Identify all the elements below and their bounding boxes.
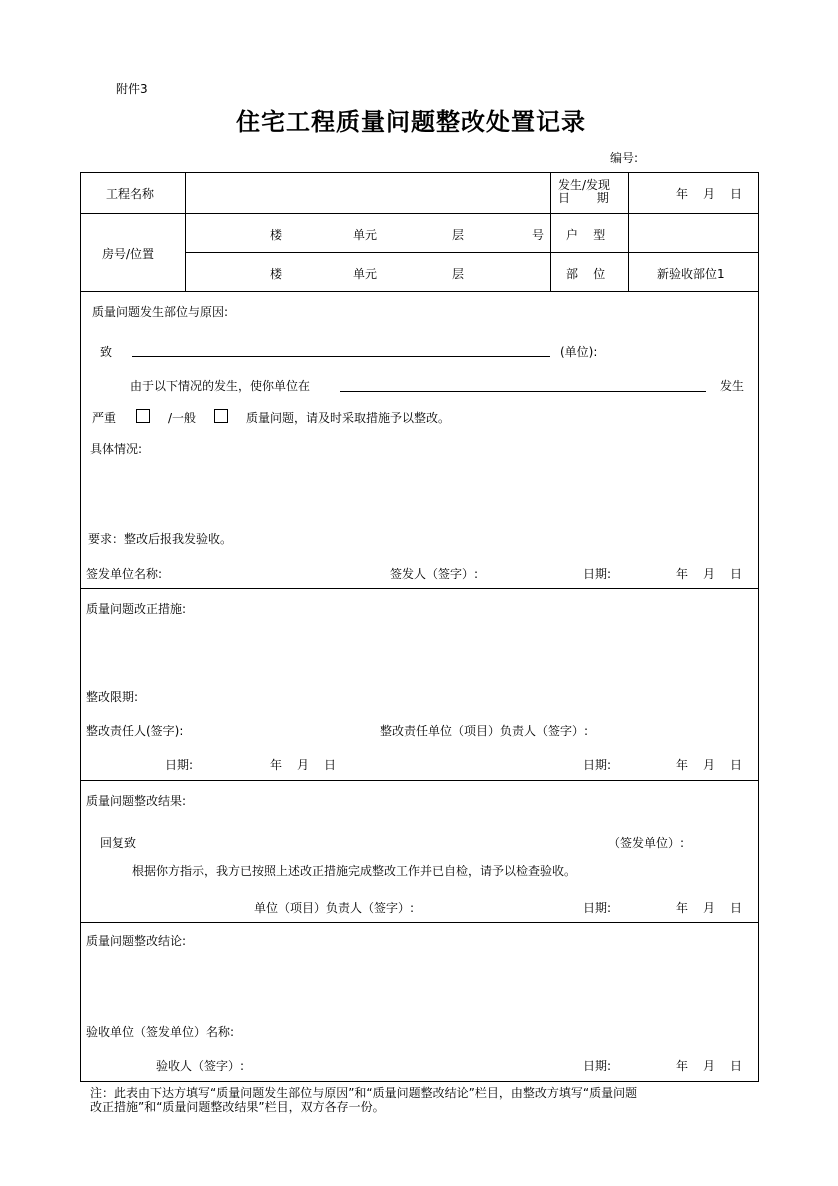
row2-floor: 层	[452, 267, 465, 281]
section2-left-date-day: 日	[324, 758, 337, 772]
general-label: /一般	[168, 411, 197, 425]
occurrence-sentence: 由于以下情况的发生，使你单位在	[130, 379, 311, 393]
issuer-sign-label: 签发人（签字）:	[390, 567, 479, 581]
occurrence-date-label	[558, 179, 610, 205]
occurrence-sentence-end: 发生	[720, 379, 745, 393]
section4-date-day: 日	[730, 1059, 743, 1073]
unit-type-label: 户 型	[566, 228, 606, 242]
number-label: 编号:	[610, 151, 639, 165]
responsible-unit-label: 整改责任单位（项目）负责人（签字）:	[380, 724, 589, 738]
section4-date-label: 日期:	[583, 1059, 612, 1073]
section1-date-day: 日	[730, 567, 743, 581]
completion-text: 根据你方指示，我方已按照上述改正措施完成整改工作并已自检，请予以检查验收。	[132, 864, 577, 878]
details-label: 具体情况:	[90, 442, 143, 456]
row1-number: 号	[532, 228, 545, 242]
serious-checkbox[interactable]	[136, 409, 150, 423]
occurrence-date-label-line1: 发生/发现	[558, 178, 611, 192]
section3-heading: 质量问题整改结果:	[86, 794, 187, 808]
occurrence-date-year: 年	[676, 187, 689, 201]
reply-label: 回复致	[100, 836, 137, 850]
section1-date-label: 日期:	[583, 567, 612, 581]
row1-unit: 单元	[353, 228, 378, 242]
to-unit-field[interactable]	[132, 356, 550, 357]
page-title: 住宅工程质量问题整改处置记录	[236, 108, 586, 136]
project-name-label: 工程名称	[106, 187, 155, 201]
number-field[interactable]	[650, 160, 740, 161]
responsible-person-label: 整改责任人(签字):	[86, 724, 184, 738]
section4-date-year: 年	[676, 1059, 689, 1073]
section1-date-month: 月	[703, 567, 716, 581]
acceptance-unit-label: 验收单位（签发单位）名称:	[86, 1025, 235, 1039]
section3-date-month: 月	[703, 901, 716, 915]
section2-right-date-label: 日期:	[583, 758, 612, 772]
footnote-line2: 改正措施”和“质量问题整改结果”栏目，双方各存一份。	[90, 1100, 385, 1114]
serious-label: 严重	[92, 411, 117, 425]
row2-building: 楼	[270, 267, 283, 281]
unit-head-label: 单位（项目）负责人（签字）:	[254, 901, 415, 915]
reply-issuer-unit-label: （签发单位）:	[608, 836, 685, 850]
issuer-unit-label: 签发单位名称:	[86, 567, 163, 581]
section2-right-date-year: 年	[676, 758, 689, 772]
acceptor-label: 验收人（签字）:	[156, 1059, 245, 1073]
part-label: 部 位	[566, 267, 606, 281]
section1-heading: 质量问题发生部位与原因:	[92, 305, 229, 319]
occurrence-date-day: 日	[730, 187, 743, 201]
section3-date-year: 年	[676, 901, 689, 915]
section4-heading: 质量问题整改结论:	[86, 934, 187, 948]
issue-text: 质量问题，请及时采取措施予以整改。	[246, 411, 451, 425]
deadline-label: 整改限期:	[86, 690, 139, 704]
section2-left-date-label: 日期:	[165, 758, 194, 772]
occurrence-date-label-line2: 日 期	[558, 191, 609, 205]
unit-label: (单位):	[560, 345, 598, 359]
to-label: 致	[100, 345, 113, 359]
attachment-label: 附件3	[116, 82, 148, 96]
section2-left-date-year: 年	[270, 758, 283, 772]
section2-heading: 质量问题改正措施:	[86, 602, 187, 616]
row1-floor: 层	[452, 228, 465, 242]
section3-date-day: 日	[730, 901, 743, 915]
requirement-text: 要求：整改后报我发验收。	[88, 532, 233, 546]
row1-building: 楼	[270, 228, 283, 242]
section2-right-date-month: 月	[703, 758, 716, 772]
occurrence-location-field[interactable]	[340, 391, 706, 392]
section2-right-date-day: 日	[730, 758, 743, 772]
unit-type-field[interactable]	[632, 216, 754, 250]
footnote	[90, 1086, 637, 1114]
section4-date-month: 月	[703, 1059, 716, 1073]
occurrence-date-month: 月	[703, 187, 716, 201]
footnote-line1: 注：此表由下达方填写“质量问题发生部位与原因”和“质量问题整改结论”栏目，由整改方填写“质量问题	[90, 1086, 638, 1100]
part-value: 新验收部位1	[657, 267, 725, 281]
row2-unit: 单元	[353, 267, 378, 281]
room-location-label: 房号/位置	[102, 247, 155, 261]
project-name-field[interactable]	[188, 175, 548, 211]
section3-date-label: 日期:	[583, 901, 612, 915]
section1-date-year: 年	[676, 567, 689, 581]
general-checkbox[interactable]	[214, 409, 228, 423]
section2-left-date-month: 月	[297, 758, 310, 772]
